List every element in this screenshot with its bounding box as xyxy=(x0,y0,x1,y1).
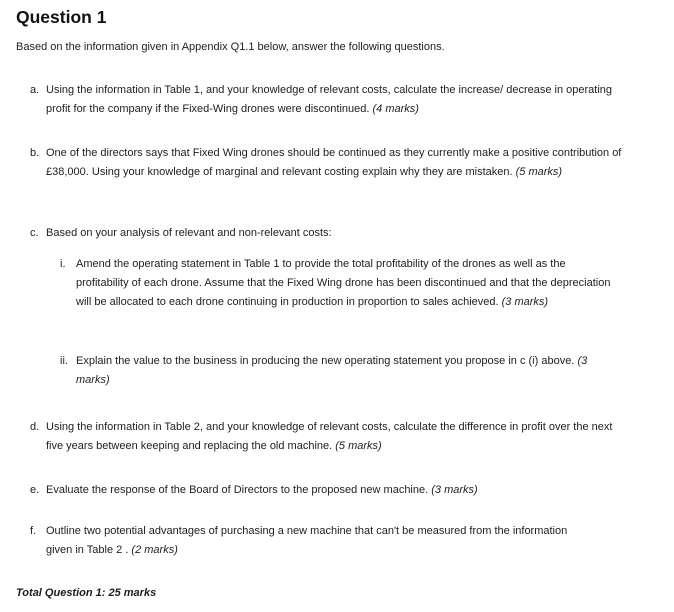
question-title: Question 1 xyxy=(16,7,107,27)
question-c xyxy=(30,224,630,243)
question-b-label: b. xyxy=(30,147,40,159)
question-d-label: d. xyxy=(30,421,40,433)
question-d-marks: (5 marks) xyxy=(335,440,382,452)
question-d-text: Using the information in Table 2, and your knowledge of relevant costs, calculate the difference in profit over the next five years between keeping and replacing the old machine. xyxy=(46,421,613,452)
question-e-label: e. xyxy=(30,484,40,496)
question-d xyxy=(30,418,630,456)
question-c-ii xyxy=(60,352,620,390)
question-b-text: One of the directors says that Fixed Wing drones should be continued as they currently make a positive contribution of £38,000. Using your knowledge of marginal and relevant costing explain why they are mistaken. xyxy=(46,147,622,178)
question-c-ii-label: ii. xyxy=(60,355,68,367)
question-b xyxy=(30,144,630,182)
question-c-i-label: i. xyxy=(60,258,66,270)
question-a-label: a. xyxy=(30,84,40,96)
question-f-label: f. xyxy=(30,525,37,537)
question-c-i-marks: (3 marks) xyxy=(501,296,549,308)
question-f xyxy=(30,522,590,560)
question-a xyxy=(30,81,630,119)
question-c-label: c. xyxy=(30,227,39,239)
question-b-marks: (5 marks) xyxy=(515,166,563,178)
question-e xyxy=(30,481,640,500)
question-f-marks: (2 marks) xyxy=(131,544,178,556)
question-e-marks: (3 marks) xyxy=(431,484,478,496)
question-e-text: Evaluate the response of the Board of Directors to the proposed new machine. xyxy=(46,484,429,496)
question-a-text: Using the information in Table 1, and your knowledge of relevant costs, calculate the increase/ decrease in operating profit for the company if the Fixed-Wing drones were discontinued. xyxy=(46,84,613,115)
question-c-i xyxy=(60,255,620,312)
question-a-marks: (4 marks) xyxy=(372,103,419,115)
intro-text: Based on the information given in Appendix Q1.1 below, answer the following questions. xyxy=(16,41,445,53)
total-marks: Total Question 1: 25 marks xyxy=(16,587,157,599)
question-f-text: Outline two potential advantages of purchasing a new machine that can't be measured from the information given in Table 2 . xyxy=(46,525,568,556)
question-c-i-text: Amend the operating statement in Table 1 to provide the total profitability of the drones as well as the profitability of each drone. Assume that the Fixed Wing drone has been discontinued and that the depreciation will be allocated to each drone continuing in production in proportion to sales achieved. xyxy=(76,258,611,308)
question-c-ii-marks: (3 marks) xyxy=(76,355,588,386)
question-c-ii-text: Explain the value to the business in producing the new operating statement you propose in c (i) above. xyxy=(76,355,575,367)
question-c-text: Based on your analysis of relevant and non-relevant costs: xyxy=(46,227,332,239)
